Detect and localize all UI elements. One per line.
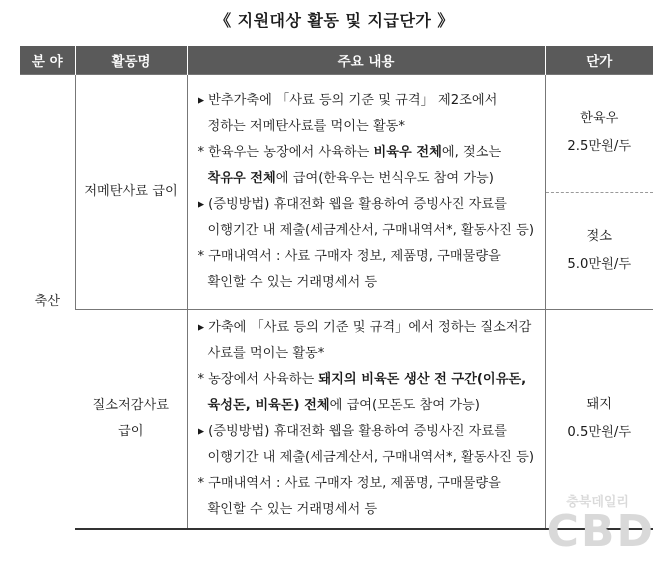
subsidy-table bbox=[20, 46, 653, 530]
content-line bbox=[198, 471, 539, 497]
content-line bbox=[198, 218, 539, 244]
bullet-icon: ▸ bbox=[197, 424, 205, 439]
price-item bbox=[546, 75, 654, 193]
content-text: 농장에서 사육하는 bbox=[208, 372, 319, 387]
content-text: 반추가축에 「사료 등의 기준 및 규격」 제2조에서 bbox=[208, 93, 498, 108]
watermark-small: 충북데일리 bbox=[566, 495, 629, 510]
content-line bbox=[198, 192, 539, 218]
category-cell: 축산 bbox=[20, 75, 75, 530]
content-line bbox=[198, 393, 539, 419]
header-price: 단가 bbox=[545, 46, 653, 75]
price-value: 2.5만원/두 bbox=[567, 139, 632, 155]
content-line bbox=[198, 315, 539, 341]
table-row bbox=[20, 75, 653, 310]
content-text: 에 급여(한육우는 번식우도 참여 가능) bbox=[275, 171, 494, 186]
header-row bbox=[20, 46, 653, 75]
content-line bbox=[198, 367, 539, 393]
content-cell bbox=[187, 310, 545, 530]
emphasis-text: 비육우 전체 bbox=[373, 145, 442, 160]
price-value: 5.0만원/두 bbox=[567, 256, 632, 272]
table-title: 《 지원대상 활동 및 지급단가 》 bbox=[215, 11, 454, 30]
content-text: 가축에 「사료 등의 기준 및 규격」에서 정하는 질소저감 bbox=[208, 320, 532, 335]
content-line bbox=[198, 244, 539, 270]
content-line bbox=[198, 419, 539, 445]
content-line bbox=[198, 114, 539, 140]
price-label: 젖소 bbox=[586, 228, 612, 244]
emphasis-text: 착유우 전체 bbox=[207, 171, 276, 186]
content-text: 정하는 저메탄사료를 먹이는 활동* bbox=[207, 119, 406, 134]
content-text: 에 급여(모돈도 참여 가능) bbox=[329, 398, 480, 413]
note-mark: * bbox=[197, 145, 205, 160]
bullet-icon: ▸ bbox=[197, 320, 205, 335]
content-line bbox=[198, 88, 539, 114]
content-line bbox=[198, 140, 539, 166]
bullet-icon: ▸ bbox=[197, 197, 205, 212]
watermark bbox=[546, 491, 655, 557]
content-text: 이행기간 내 제출(세금계산서, 구매내역서*, 활동사진 등) bbox=[207, 450, 534, 465]
content-line bbox=[198, 341, 539, 367]
activity-name-line: 질소저감사료 bbox=[92, 398, 169, 413]
content-text: 구매내역서 : 사료 구매자 정보, 제품명, 구매물량을 bbox=[208, 249, 501, 264]
content-line bbox=[198, 497, 539, 523]
note-mark: * bbox=[197, 476, 205, 491]
content-text: 한육우는 농장에서 사육하는 bbox=[208, 145, 374, 160]
emphasis-text: 돼지의 비육돈 생산 전 구간(이유돈, bbox=[318, 372, 527, 387]
note-mark: * bbox=[197, 372, 205, 387]
note-mark: * bbox=[197, 249, 205, 264]
activity-name-line: 급이 bbox=[118, 424, 144, 439]
activity-name bbox=[75, 310, 187, 530]
activity-name bbox=[75, 75, 187, 310]
content-text: (증빙방법) 휴대전화 웹을 활용하여 증빙사진 자료를 bbox=[208, 197, 507, 212]
watermark-logo: CBD bbox=[546, 506, 655, 557]
price-label: 돼지 bbox=[586, 397, 612, 412]
content-text: 사료를 먹이는 활동* bbox=[207, 346, 325, 361]
price-label: 한육우 bbox=[580, 111, 619, 127]
bullet-icon: ▸ bbox=[197, 93, 205, 108]
content-text: 확인할 수 있는 거래명세서 등 bbox=[207, 502, 378, 517]
content-text: 이행기간 내 제출(세금계산서, 구매내역서*, 활동사진 등) bbox=[207, 223, 534, 238]
content-text: 에, 젖소는 bbox=[441, 145, 502, 160]
price-cell bbox=[545, 75, 653, 310]
price-item bbox=[546, 193, 654, 310]
activity-name-line: 저메탄사료 급이 bbox=[84, 184, 178, 199]
content-line bbox=[198, 270, 539, 296]
content-text: 확인할 수 있는 거래명세서 등 bbox=[207, 275, 378, 290]
emphasis-text: 육성돈, 비육돈) 전체 bbox=[207, 398, 330, 413]
content-line bbox=[198, 445, 539, 471]
header-activity: 활동명 bbox=[75, 46, 187, 75]
price-value: 0.5만원/두 bbox=[567, 425, 632, 440]
content-text: (증빙방법) 휴대전화 웹을 활용하여 증빙사진 자료를 bbox=[208, 424, 507, 439]
content-line bbox=[198, 166, 539, 192]
header-content: 주요 내용 bbox=[187, 46, 545, 75]
content-text: 구매내역서 : 사료 구매자 정보, 제품명, 구매물량을 bbox=[208, 476, 501, 491]
header-category: 분 야 bbox=[20, 46, 75, 75]
content-cell bbox=[187, 75, 545, 310]
